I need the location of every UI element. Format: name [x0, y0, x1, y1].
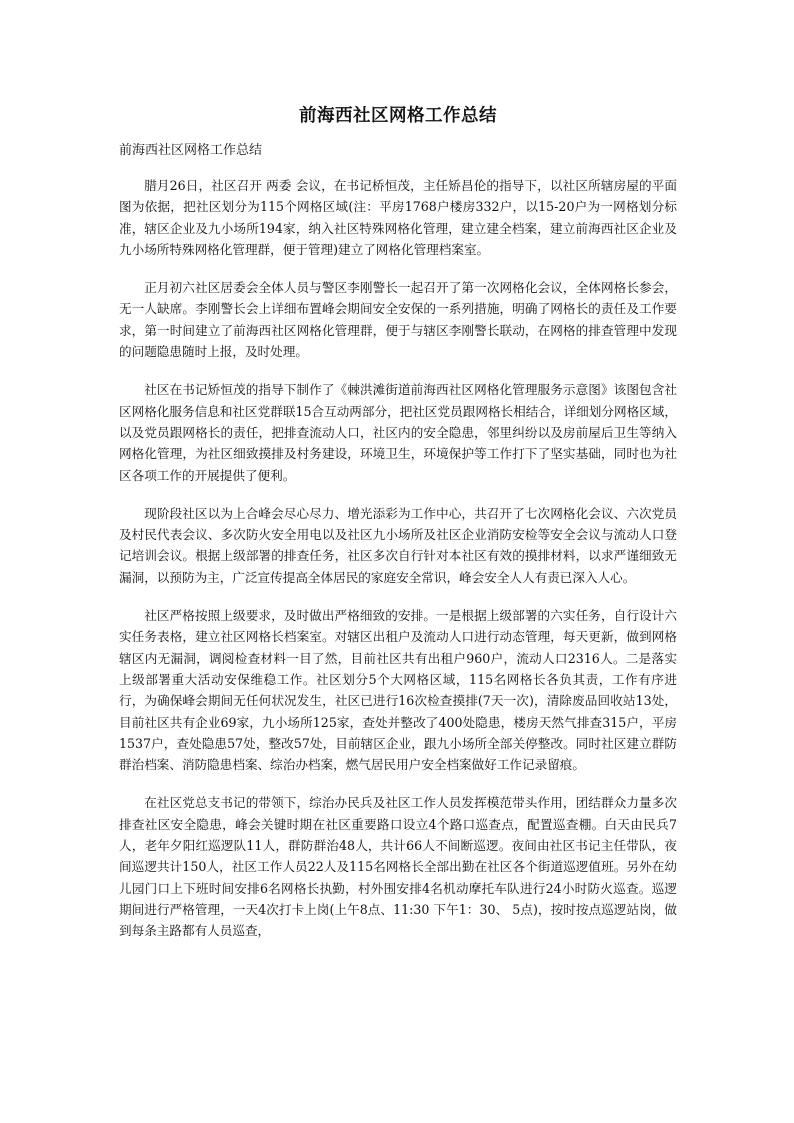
paragraph-5: 社区严格按照上级要求，及时做出严格细致的安排。一是根据上级部署的六实任务，自行设计六实任务表格，建立社区网格长档案室。对辖区出租户及流动人口进行动态管理，每天更新，做到网格辖区内无漏洞，调阅检查材料一目了然，目前社区共有出租户960户，流动人口2316人。二是落实上级部署重大活动安保维稳工作。社区划分5个大网格区域，115名网格长各负其责，工作有序进行，为确保峰会期间无任何状况发生，社区已进行16次检查摸排(7天一次)，清除废品回收站13处，目前社区共有企业69家，九小场所125家，查处并整改了400处隐患，楼房天然气排查315户，平房1537户，查处隐患57处，整改57处，目前辖区企业，跟九小场所全部关停整改。同时社区建立群防群治档案、消防隐患档案、综治办档案，燃气居民用户安全档案做好工作记录留痕。 [119, 608, 677, 773]
document-title: 前海西社区网格工作总结 [299, 106, 497, 126]
paragraph-4: 现阶段社区以为上合峰会尽心尽力、增光添彩为工作中心，共召开了七次网格化会议、六次党员及村民代表会议、多次防火安全用电以及社区九小场所及社区企业消防安检等安全会议与流动人口登记培训会议。根据上级部署的排查任务，社区多次自行针对本社区有效的摸排材料，以求严谨细致无漏洞，以预防为主，广泛宣传提高全体居民的家庭安全常识，峰会安全人人有责已深入人心。 [119, 505, 677, 585]
paragraph-2: 正月初六社区居委会全体人员与警区李刚警长一起召开了第一次网格化会议，全体网格长参会，无一人缺席。李刚警长会上详细布置峰会期间安全安保的一系列措施，明确了网格长的责任及工作要求，第一时间建立了前海西社区网格化管理群，便于与辖区李刚警长联动，在网格的排查管理中发现的问题隐患随时上报，及时处理。 [119, 280, 677, 360]
paragraph-1: 腊月26日，社区召开 两委 会议，在书记桥恒茂，主任矫昌伦的指导下，以社区所辖房屋的平面图为依据，把社区划分为115个网格区域(注：平房1768户楼房332户，以15-20户为一网格划分标准，辖区企业及九小场所194家，纳入社区特殊网格化管理，建立建全档案，建立前海西社区企业及九小场所特殊网格化管理群，便于管理)建立了网格化管理档案室。 [119, 178, 677, 257]
document-body [119, 104, 677, 942]
document-subtitle: 前海西社区网格工作总结 [119, 143, 263, 158]
paragraph-6: 在社区党总支书记的带领下，综治办民兵及社区工作人员发挥模范带头作用，团结群众力量多次排查社区安全隐患，峰会关键时期在社区重要路口设立4个路口巡查点，配置巡查棚。白天由民兵7人，老年夕阳红巡逻队11人，群防群治48人，共计66人不间断巡逻。夜间由社区书记主任带队，夜间巡逻共计150人，社区工作人员22人及115名网格长全部出勤在社区各个街道巡逻值班。另外在幼儿园门口上下班时间安排6名网格长执勤，村外围安排4名机动摩托车队进行24小时防火巡查。巡逻期间进行严格管理，一天4次打卡上岗(上午8点、11:30 下午1：30、 5点)，按时按点巡逻站岗，做到每条主路都有人员巡查， [119, 795, 677, 939]
paragraph-3: 社区在书记矫恒茂的指导下制作了《棘洪滩街道前海西社区网格化管理服务示意图》该图包含社区网格化服务信息和社区党群联15合互动两部分，把社区党员跟网格长相结合，详细划分网格区域，以及党员跟网格长的责任，把排查流动人口，社区内的安全隐患，邻里纠纷以及房前屋后卫生等纳入网格化管理，为社区细致摸排及村务建设，环境卫生，环境保护等工作打下了坚实基础，同时也为社区各项工作的开展提供了便利。 [119, 382, 677, 483]
